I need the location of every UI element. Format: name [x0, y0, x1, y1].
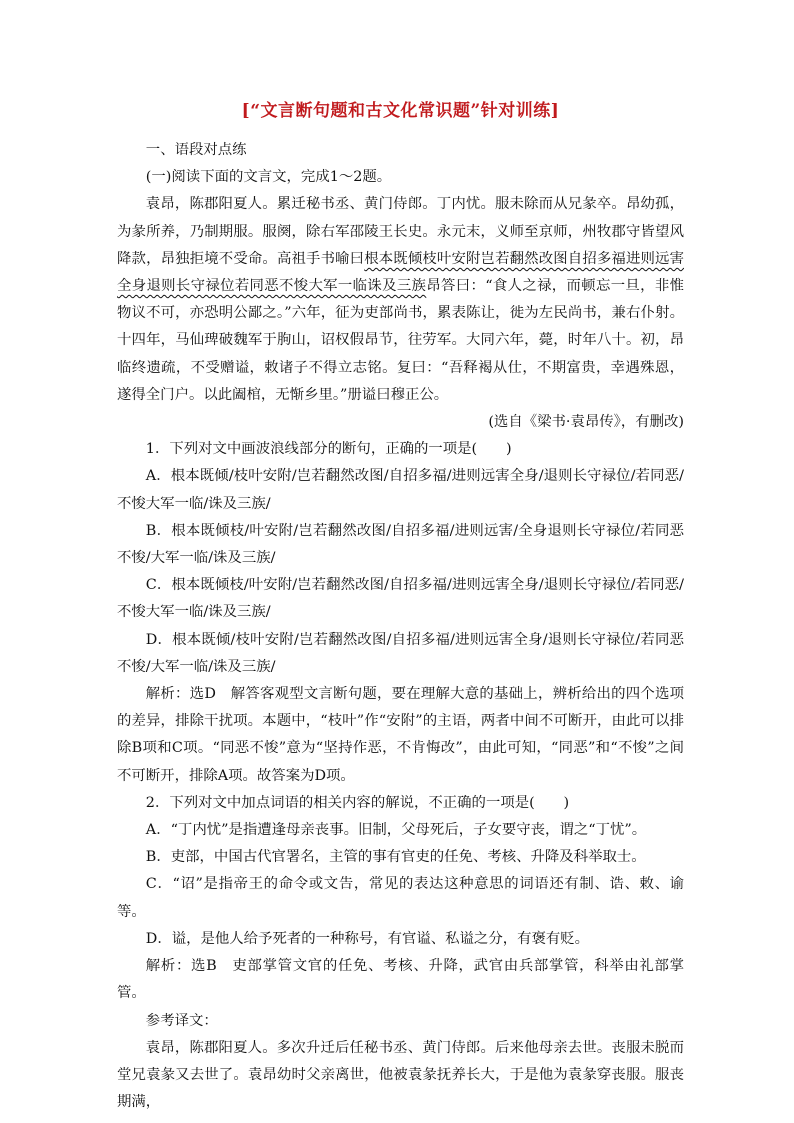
- passage-text: [117, 191, 684, 409]
- page-title: [“文言断句题和古文化常识题”针对训练]: [241, 101, 560, 121]
- question-2-option-b: B．吏部，中国古代官署名，主管的事有官吏的任免、考核、升降及科举取士。: [145, 849, 646, 866]
- question-1-analysis: 解析：选D 解答客观型文言断句题，要在理解大意的基础上，辨析给出的四个选项的差异，排除干扰项。本题中，“枝叶”作“安附”的主语，两者中间不可断开，由此可以排除B项和C项。“同恶不悛”意为“坚持作恶，不肯悔改”，由此可知，“同恶”和“不悛”之间不可断开，排除A项。故答案为D项。: [117, 686, 684, 784]
- passage-part-2: 昂答曰：“食人之禄，而顿忘一旦，非惟物议不可，亦恐明公鄙之。”六年，征为吏部尚书，累表陈让，徙为左民尚书，兼右仆射。十四年，马仙琕破魏军于朐山，诏权假昂节，往劳军。大同六年，薨，时年八十。初，昂临终遗疏，不受赠谥，敕诸子不得立志铭。复曰：“吾释褐从仕，不期富贵，幸遇殊恩，遂得全门户。以此阖棺，无惭乡里。”册谥曰穆正公。: [117, 278, 684, 403]
- passage-source: (选自《梁书·袁昂传》，有删改): [488, 414, 684, 431]
- wavy-underlined-segment: 根本既倾枝叶安附岂若翻然改图自招多福进则远害全身退则长守禄位若同恶不悛大军一临诛及三族: [117, 250, 684, 295]
- section-heading: 一、语段对点练: [145, 142, 247, 158]
- question-2-option-a: A．“丁内忧”是指遭逢母亲丧事。旧制，父母死后，子女要守丧，谓之“丁忧”。: [145, 822, 647, 839]
- question-2-analysis: 解析：选B 吏部掌管文官的任免、考核、升降，武官由兵部掌管，科举由礼部掌管。: [117, 958, 684, 1002]
- question-1-option-c: C．根本既倾枝/叶安附/岂若翻然改图/自招多福/进则远害全身/退则长守禄位/若同恶/不悛大军一临/诛及三族/: [117, 577, 684, 621]
- passage-instruction: (一)阅读下面的文言文，完成1～2题。: [145, 169, 392, 186]
- question-2-option-d: D．谥，是他人给予死者的一种称号，有官谥、私谥之分，有褒有贬。: [145, 930, 590, 947]
- question-2-option-c: C．“诏”是指帝王的命令或文告，常见的表达这种意思的词语还有制、诰、敕、谕等。: [117, 876, 684, 920]
- question-2-stem: 2．下列对文中加点词语的相关内容的解说，不正确的一项是( ): [145, 794, 570, 811]
- question-1-option-d: D．根本既倾/枝叶安附/岂若翻然改图/自招多福/进则远害全身/退则长守禄位/若同恶不悛/大军一临/诛及三族/: [117, 631, 684, 675]
- question-1-stem: 1．下列对文中画波浪线部分的断句，正确的一项是( ): [145, 441, 512, 458]
- question-1-option-b: B．根本既倾枝/叶安附/岂若翻然改图/自招多福/进则远害/全身退则长守禄位/若同恶不悛/大军一临/诛及三族/: [117, 522, 684, 567]
- question-1-option-a: A．根本既倾/枝叶安附/岂若翻然改图/自招多福/进则远害全身/退则长守禄位/若同恶/不悛大军一临/诛及三族/: [117, 468, 684, 512]
- translation-label: 参考译文：: [145, 1012, 218, 1029]
- translation-text: 袁昂，陈郡阳夏人。多次升迁后任秘书丞、黄门侍郎。后来他母亲去世。丧服未脱而堂兄袁彖又去世了。袁昂幼时父亲离世，他被袁彖抚养长大，于是他为袁彖穿丧服。服丧期满，: [117, 1039, 684, 1111]
- passage-part-1: 袁昂，陈郡阳夏人。累迁秘书丞、黄门侍郎。丁内忧。服未除而从兄彖卒。昂幼孤，为彖所养，乃制期服。服阕，除右军邵陵王长史。永元末，义师至京师，州牧郡守皆望风降款，昂独拒境不受命。高祖手书喻曰: [117, 196, 684, 267]
